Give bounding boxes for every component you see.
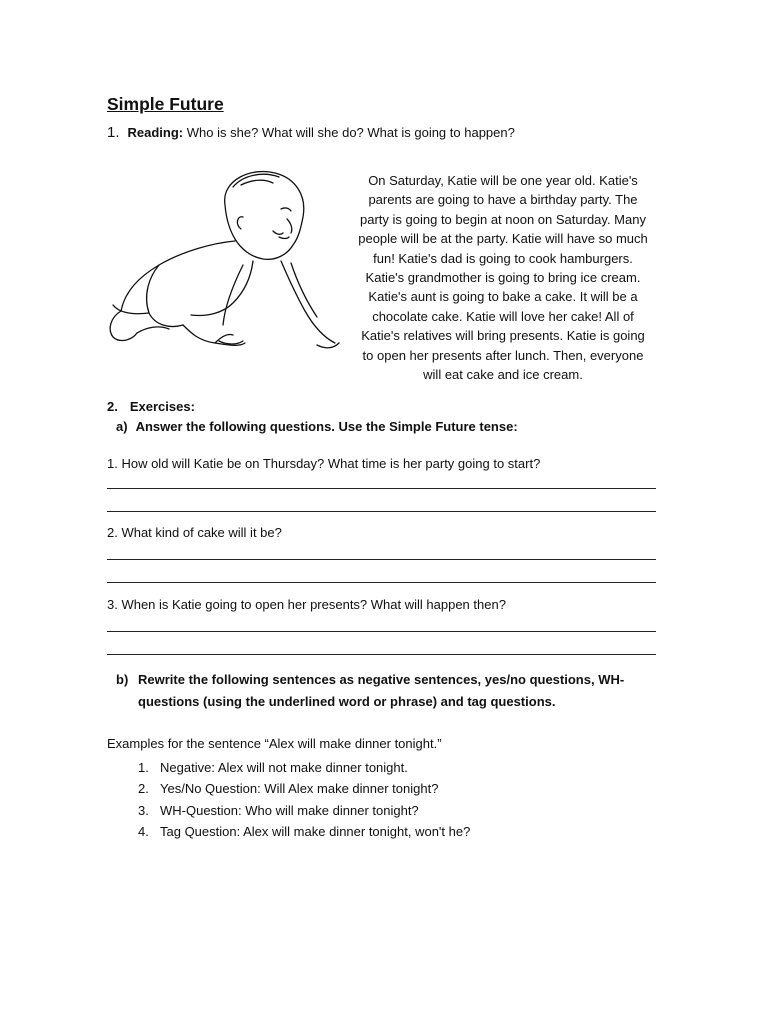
reading-passage [312,171,694,384]
question-2: 2. What kind of cake will it be? [107,525,282,540]
reading-line: people will be at the party. Katie will have so much [358,231,648,247]
list-item [138,821,470,842]
question-1: 1. How old will Katie be on Thursday? What time is her party going to start? [107,456,541,471]
answer-line[interactable] [107,582,656,583]
list-item [138,757,470,778]
examples-list [138,757,470,843]
example-text: WH-Question: Who will make dinner tonight? [160,802,419,818]
answer-line[interactable] [107,488,656,489]
example-text: Tag Question: Alex will make dinner tonight, won't he? [160,824,471,840]
reading-line: Katie's grandmother is going to bring ice cream. [365,270,641,286]
reading-line: to open her presents after lunch. Then, everyone [362,347,644,363]
reading-line: party is going to begin at noon on Saturday. Many [360,211,646,227]
example-number: 3. [138,802,149,818]
exercise-a-text: Answer the following questions. Use the Simple Future tense: [135,419,518,434]
answer-line[interactable] [107,654,656,655]
reading-line: will eat cake and ice cream. [423,367,583,383]
exercise-b-line-2: questions (using the underlined word or phrase) and tag questions. [138,693,556,709]
reading-line: parents are going to have a birthday party. The [368,192,638,208]
section-2-heading [107,399,195,414]
exercise-a-letter: a) [116,419,128,434]
example-number: 4. [138,824,149,840]
answer-line[interactable] [107,559,656,560]
answer-line[interactable] [107,631,656,632]
example-number: 1. [138,760,149,775]
list-item [138,800,470,821]
question-3: 3. When is Katie going to open her presents? What will happen then? [107,597,506,612]
reading-line: chocolate cake. Katie will love her cake! All of [372,308,634,324]
exercise-b-line-1: Rewrite the following sentences as negative sentences, yes/no questions, WH- [138,672,625,687]
reading-line: Katie's aunt is going to bake a cake. It will be a [368,289,638,305]
list-item [138,778,470,799]
section-1-prompt: Who is she? What will she do? What is going to happen? [186,125,515,140]
exercise-b-letter: b) [116,672,129,687]
section-1-number: 1. [107,124,120,141]
example-text: Negative: Alex will not make dinner tonight. [160,760,408,775]
page-title: Simple Future [107,94,224,114]
example-number: 2. [138,781,149,797]
crawling-baby-illustration [103,165,341,361]
reading-line: On Saturday, Katie will be one year old. Katie's [368,173,638,188]
section-2-label: Exercises: [129,399,195,414]
reading-line: Katie's relatives will bring presents. Katie is going [361,328,645,344]
reading-line: fun! Katie's dad is going to cook hamburgers. [373,250,633,266]
exercise-a-instruction [116,419,518,434]
exercise-b-instruction [116,669,624,712]
example-text: Yes/No Question: Will Alex make dinner tonight? [160,781,439,797]
section-1-heading [107,124,515,141]
answer-line[interactable] [107,511,656,512]
examples-intro: Examples for the sentence “Alex will make dinner tonight.” [107,736,442,751]
section-1-label: Reading: [127,125,184,140]
section-2-number: 2. [107,399,118,414]
